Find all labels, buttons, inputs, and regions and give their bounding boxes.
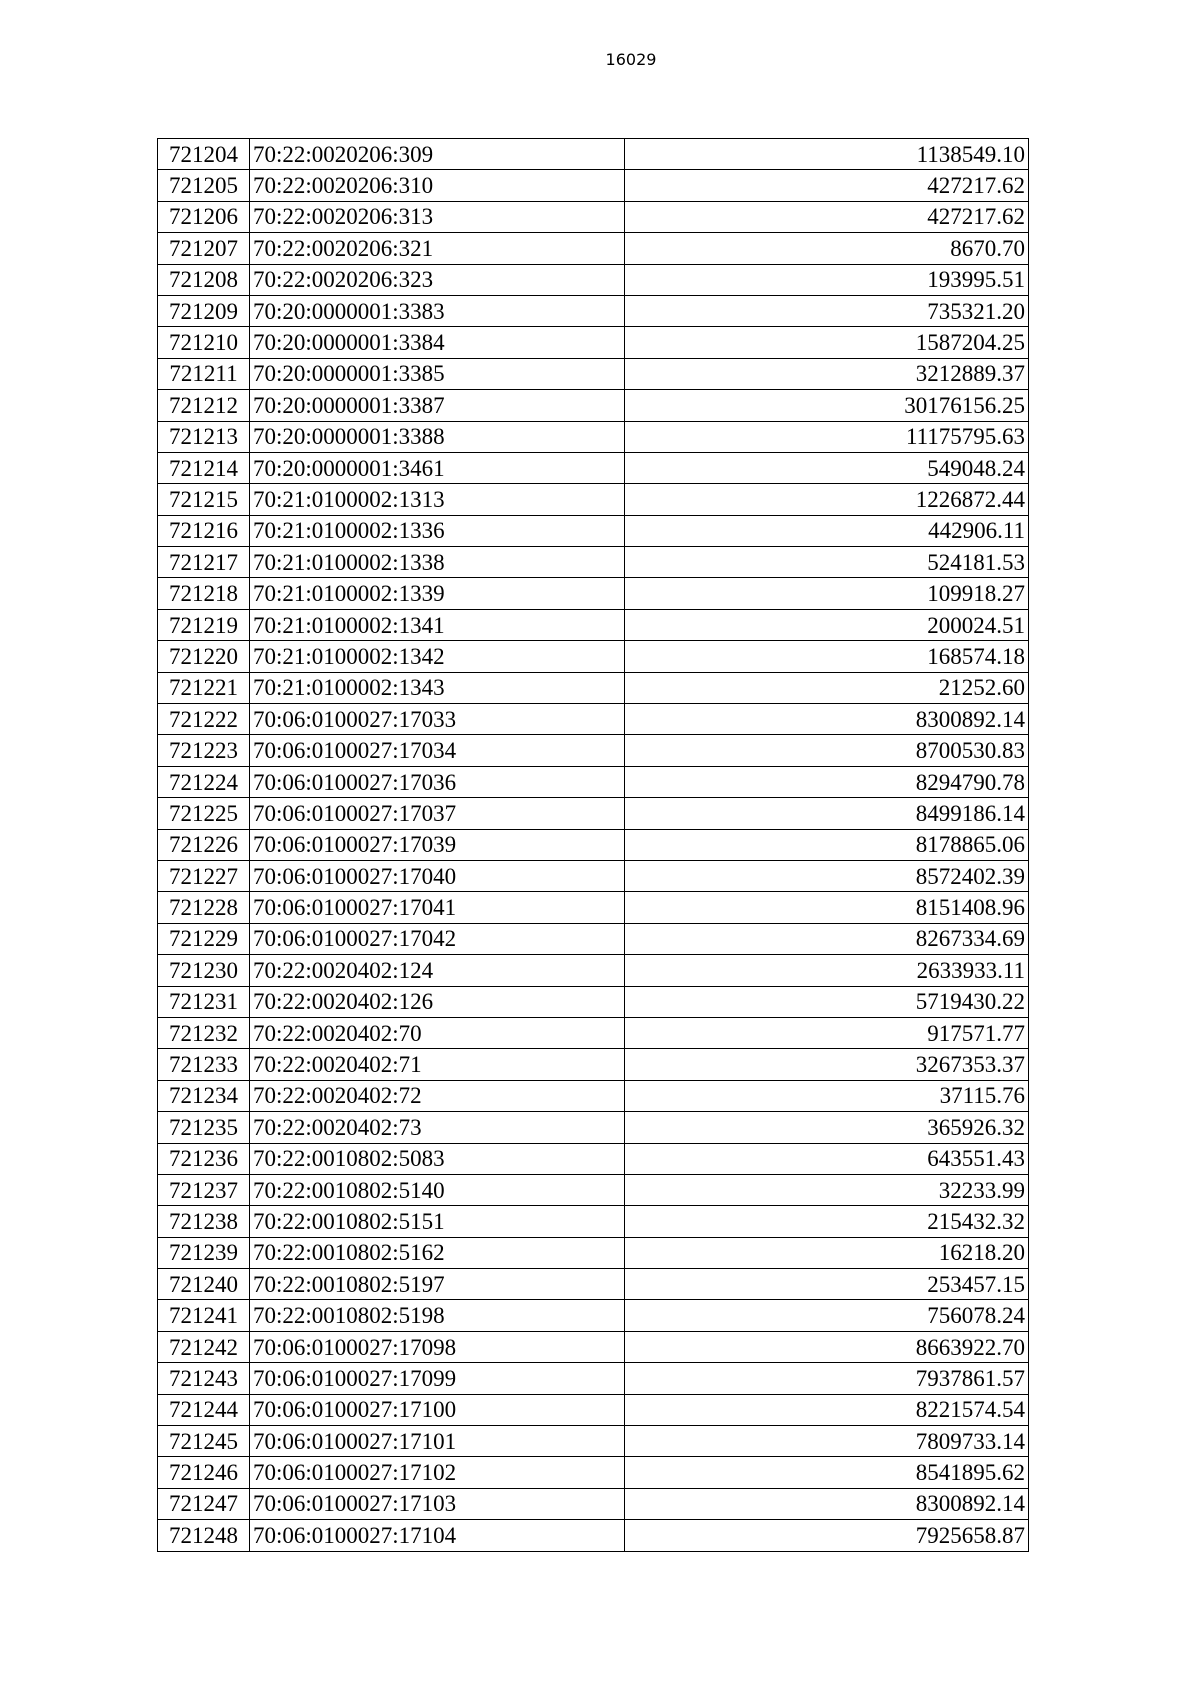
row-number-cell: 721237	[158, 1174, 250, 1205]
cadastral-value-cell: 1138549.10	[625, 139, 1029, 170]
row-number-cell: 721220	[158, 641, 250, 672]
cadastral-value-cell: 8499186.14	[625, 798, 1029, 829]
cadastral-value-cell: 549048.24	[625, 452, 1029, 483]
cadastral-value-cell: 109918.27	[625, 578, 1029, 609]
cadastral-value-cell: 8663922.70	[625, 1331, 1029, 1362]
cadastral-value-table	[157, 138, 1029, 1552]
row-number-cell: 721239	[158, 1237, 250, 1268]
cadastral-value-cell: 365926.32	[625, 1112, 1029, 1143]
table-row	[158, 1017, 1029, 1048]
row-number-cell: 721207	[158, 233, 250, 264]
cadastral-value-cell: 8572402.39	[625, 860, 1029, 891]
cadastral-number-cell: 70:06:0100027:17102	[250, 1457, 625, 1488]
cadastral-value-cell: 756078.24	[625, 1300, 1029, 1331]
row-number-cell: 721245	[158, 1426, 250, 1457]
cadastral-number-cell: 70:22:0020206:310	[250, 170, 625, 201]
row-number-cell: 721219	[158, 609, 250, 640]
cadastral-value-cell: 1587204.25	[625, 327, 1029, 358]
cadastral-number-cell: 70:22:0020402:70	[250, 1017, 625, 1048]
cadastral-number-cell: 70:21:0100002:1313	[250, 484, 625, 515]
cadastral-value-cell: 8300892.14	[625, 1488, 1029, 1519]
row-number-cell: 721217	[158, 547, 250, 578]
table-row	[158, 704, 1029, 735]
table-row	[158, 1143, 1029, 1174]
row-number-cell: 721229	[158, 923, 250, 954]
cadastral-number-cell: 70:06:0100027:17037	[250, 798, 625, 829]
cadastral-value-cell: 193995.51	[625, 264, 1029, 295]
cadastral-value-cell: 427217.62	[625, 201, 1029, 232]
cadastral-number-cell: 70:22:0020206:313	[250, 201, 625, 232]
cadastral-number-cell: 70:22:0020402:126	[250, 986, 625, 1017]
cadastral-number-cell: 70:06:0100027:17033	[250, 704, 625, 735]
row-number-cell: 721226	[158, 829, 250, 860]
cadastral-number-cell: 70:22:0020402:72	[250, 1080, 625, 1111]
table-row	[158, 327, 1029, 358]
cadastral-value-cell: 200024.51	[625, 609, 1029, 640]
cadastral-number-cell: 70:22:0010802:5083	[250, 1143, 625, 1174]
table-row	[158, 264, 1029, 295]
row-number-cell: 721205	[158, 170, 250, 201]
row-number-cell: 721221	[158, 672, 250, 703]
row-number-cell: 721218	[158, 578, 250, 609]
row-number-cell: 721214	[158, 452, 250, 483]
row-number-cell: 721204	[158, 139, 250, 170]
row-number-cell: 721230	[158, 955, 250, 986]
cadastral-value-cell: 917571.77	[625, 1017, 1029, 1048]
cadastral-value-cell: 21252.60	[625, 672, 1029, 703]
table-row	[158, 484, 1029, 515]
cadastral-number-cell: 70:06:0100027:17099	[250, 1363, 625, 1394]
table-row	[158, 358, 1029, 389]
row-number-cell: 721215	[158, 484, 250, 515]
cadastral-number-cell: 70:21:0100002:1342	[250, 641, 625, 672]
table-row	[158, 201, 1029, 232]
row-number-cell: 721248	[158, 1520, 250, 1551]
row-number-cell: 721246	[158, 1457, 250, 1488]
table-row	[158, 1080, 1029, 1111]
cadastral-number-cell: 70:22:0010802:5140	[250, 1174, 625, 1205]
cadastral-value-cell: 168574.18	[625, 641, 1029, 672]
table-row	[158, 672, 1029, 703]
table-row	[158, 1206, 1029, 1237]
table-row	[158, 923, 1029, 954]
cadastral-value-cell: 215432.32	[625, 1206, 1029, 1237]
row-number-cell: 721210	[158, 327, 250, 358]
cadastral-number-cell: 70:22:0020402:71	[250, 1049, 625, 1080]
cadastral-value-cell: 8700530.83	[625, 735, 1029, 766]
table-row	[158, 641, 1029, 672]
cadastral-value-cell: 8670.70	[625, 233, 1029, 264]
row-number-cell: 721225	[158, 798, 250, 829]
cadastral-number-cell: 70:21:0100002:1339	[250, 578, 625, 609]
row-number-cell: 721209	[158, 295, 250, 326]
cadastral-value-cell: 11175795.63	[625, 421, 1029, 452]
cadastral-number-cell: 70:06:0100027:17040	[250, 860, 625, 891]
table-row	[158, 1300, 1029, 1331]
table-row	[158, 1331, 1029, 1362]
table-row	[158, 955, 1029, 986]
page-number: 16029	[605, 50, 657, 69]
cadastral-number-cell: 70:22:0010802:5162	[250, 1237, 625, 1268]
cadastral-number-cell: 70:06:0100027:17098	[250, 1331, 625, 1362]
row-number-cell: 721232	[158, 1017, 250, 1048]
table-row	[158, 892, 1029, 923]
table-row	[158, 766, 1029, 797]
table-row	[158, 139, 1029, 170]
cadastral-value-cell: 7937861.57	[625, 1363, 1029, 1394]
cadastral-number-cell: 70:21:0100002:1343	[250, 672, 625, 703]
cadastral-value-cell: 7925658.87	[625, 1520, 1029, 1551]
table-row	[158, 986, 1029, 1017]
row-number-cell: 721234	[158, 1080, 250, 1111]
row-number-cell: 721241	[158, 1300, 250, 1331]
row-number-cell: 721233	[158, 1049, 250, 1080]
table-row	[158, 233, 1029, 264]
cadastral-number-cell: 70:20:0000001:3387	[250, 390, 625, 421]
cadastral-value-cell: 524181.53	[625, 547, 1029, 578]
cadastral-number-cell: 70:06:0100027:17039	[250, 829, 625, 860]
cadastral-value-cell: 8267334.69	[625, 923, 1029, 954]
cadastral-value-cell: 5719430.22	[625, 986, 1029, 1017]
cadastral-value-cell: 2633933.11	[625, 955, 1029, 986]
table-row	[158, 1049, 1029, 1080]
row-number-cell: 721236	[158, 1143, 250, 1174]
cadastral-number-cell: 70:06:0100027:17036	[250, 766, 625, 797]
row-number-cell: 721243	[158, 1363, 250, 1394]
table-row	[158, 452, 1029, 483]
cadastral-number-cell: 70:21:0100002:1341	[250, 609, 625, 640]
cadastral-value-cell: 253457.15	[625, 1269, 1029, 1300]
table-row	[158, 860, 1029, 891]
table-row	[158, 1488, 1029, 1519]
row-number-cell: 721206	[158, 201, 250, 232]
cadastral-number-cell: 70:06:0100027:17042	[250, 923, 625, 954]
cadastral-number-cell: 70:20:0000001:3388	[250, 421, 625, 452]
cadastral-value-cell: 30176156.25	[625, 390, 1029, 421]
cadastral-number-cell: 70:06:0100027:17100	[250, 1394, 625, 1425]
row-number-cell: 721235	[158, 1112, 250, 1143]
row-number-cell: 721223	[158, 735, 250, 766]
cadastral-value-cell: 16218.20	[625, 1237, 1029, 1268]
row-number-cell: 721231	[158, 986, 250, 1017]
table-row	[158, 735, 1029, 766]
cadastral-number-cell: 70:21:0100002:1338	[250, 547, 625, 578]
cadastral-number-cell: 70:22:0010802:5198	[250, 1300, 625, 1331]
table-row	[158, 829, 1029, 860]
table-row	[158, 421, 1029, 452]
cadastral-value-cell: 8178865.06	[625, 829, 1029, 860]
table-row	[158, 578, 1029, 609]
cadastral-value-cell: 32233.99	[625, 1174, 1029, 1205]
table-row	[158, 1237, 1029, 1268]
row-number-cell: 721216	[158, 515, 250, 546]
table-row	[158, 1394, 1029, 1425]
row-number-cell: 721227	[158, 860, 250, 891]
row-number-cell: 721242	[158, 1331, 250, 1362]
table-row	[158, 390, 1029, 421]
cadastral-value-cell: 8221574.54	[625, 1394, 1029, 1425]
cadastral-value-cell: 735321.20	[625, 295, 1029, 326]
cadastral-number-cell: 70:22:0020402:124	[250, 955, 625, 986]
cadastral-number-cell: 70:20:0000001:3385	[250, 358, 625, 389]
cadastral-value-cell: 8300892.14	[625, 704, 1029, 735]
cadastral-number-cell: 70:20:0000001:3383	[250, 295, 625, 326]
row-number-cell: 721224	[158, 766, 250, 797]
cadastral-value-cell: 8294790.78	[625, 766, 1029, 797]
row-number-cell: 721212	[158, 390, 250, 421]
cadastral-number-cell: 70:20:0000001:3384	[250, 327, 625, 358]
row-number-cell: 721247	[158, 1488, 250, 1519]
table-row	[158, 1520, 1029, 1551]
cadastral-number-cell: 70:22:0010802:5151	[250, 1206, 625, 1237]
cadastral-value-cell: 7809733.14	[625, 1426, 1029, 1457]
cadastral-number-cell: 70:21:0100002:1336	[250, 515, 625, 546]
table-body	[158, 139, 1029, 1552]
cadastral-value-cell: 8151408.96	[625, 892, 1029, 923]
table-row	[158, 1269, 1029, 1300]
cadastral-value-cell: 643551.43	[625, 1143, 1029, 1174]
cadastral-number-cell: 70:22:0010802:5197	[250, 1269, 625, 1300]
table-row	[158, 609, 1029, 640]
row-number-cell: 721211	[158, 358, 250, 389]
table-row	[158, 295, 1029, 326]
row-number-cell: 721208	[158, 264, 250, 295]
cadastral-number-cell: 70:22:0020402:73	[250, 1112, 625, 1143]
cadastral-value-cell: 442906.11	[625, 515, 1029, 546]
row-number-cell: 721228	[158, 892, 250, 923]
row-number-cell: 721238	[158, 1206, 250, 1237]
row-number-cell: 721222	[158, 704, 250, 735]
row-number-cell: 721240	[158, 1269, 250, 1300]
cadastral-number-cell: 70:06:0100027:17041	[250, 892, 625, 923]
cadastral-number-cell: 70:22:0020206:321	[250, 233, 625, 264]
cadastral-value-cell: 8541895.62	[625, 1457, 1029, 1488]
cadastral-value-cell: 3267353.37	[625, 1049, 1029, 1080]
table-row	[158, 1174, 1029, 1205]
cadastral-number-cell: 70:22:0020206:323	[250, 264, 625, 295]
cadastral-value-cell: 1226872.44	[625, 484, 1029, 515]
row-number-cell: 721213	[158, 421, 250, 452]
table-row	[158, 798, 1029, 829]
table-row	[158, 547, 1029, 578]
table-row	[158, 170, 1029, 201]
cadastral-value-cell: 3212889.37	[625, 358, 1029, 389]
row-number-cell: 721244	[158, 1394, 250, 1425]
cadastral-number-cell: 70:20:0000001:3461	[250, 452, 625, 483]
cadastral-number-cell: 70:22:0020206:309	[250, 139, 625, 170]
cadastral-value-cell: 37115.76	[625, 1080, 1029, 1111]
cadastral-value-cell: 427217.62	[625, 170, 1029, 201]
cadastral-number-cell: 70:06:0100027:17034	[250, 735, 625, 766]
table-row	[158, 1426, 1029, 1457]
table-row	[158, 1363, 1029, 1394]
table-row	[158, 515, 1029, 546]
cadastral-number-cell: 70:06:0100027:17101	[250, 1426, 625, 1457]
table-row	[158, 1457, 1029, 1488]
cadastral-number-cell: 70:06:0100027:17104	[250, 1520, 625, 1551]
cadastral-number-cell: 70:06:0100027:17103	[250, 1488, 625, 1519]
table-row	[158, 1112, 1029, 1143]
